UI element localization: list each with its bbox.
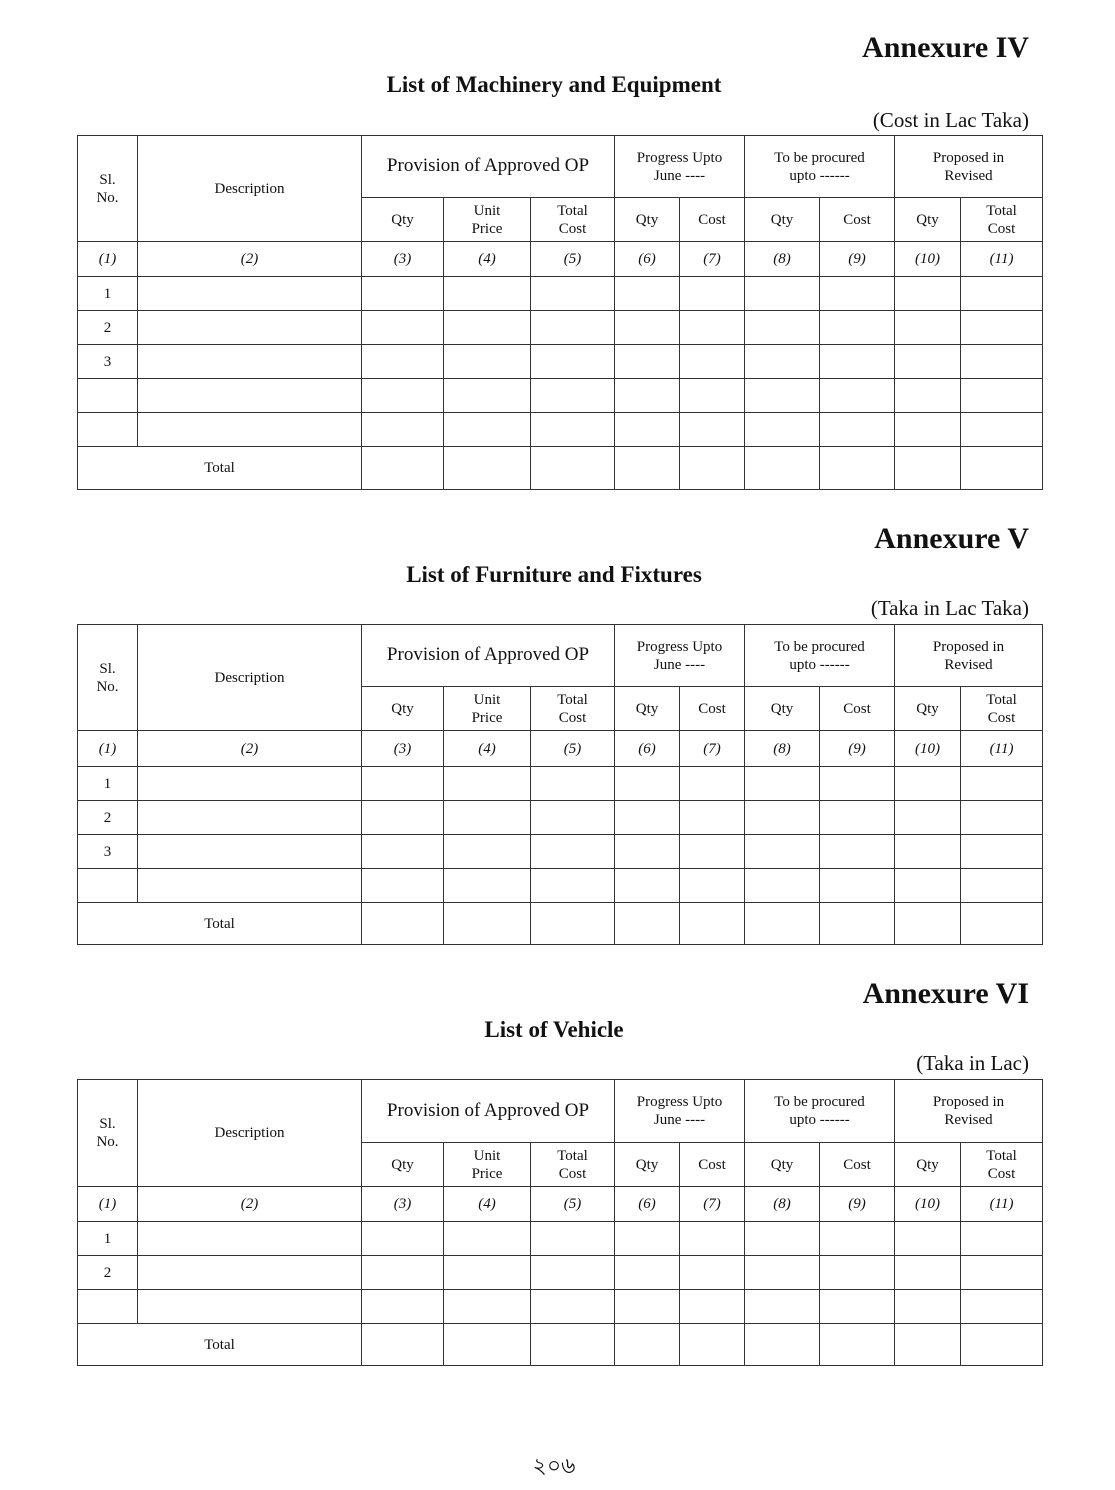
col-number: (3) bbox=[362, 731, 444, 767]
total-cell[interactable] bbox=[961, 447, 1043, 490]
header-cost: Cost bbox=[680, 1143, 745, 1187]
header-qty: Qty bbox=[615, 687, 680, 731]
column-number-row bbox=[78, 1187, 1043, 1222]
data-cell[interactable] bbox=[444, 413, 531, 447]
sl-cell bbox=[78, 379, 138, 413]
total-cell[interactable] bbox=[362, 903, 444, 945]
col-number: (6) bbox=[615, 242, 680, 277]
col-number: (7) bbox=[680, 731, 745, 767]
total-cell[interactable] bbox=[680, 447, 745, 490]
data-cell[interactable] bbox=[820, 835, 895, 869]
total-label: Total bbox=[78, 447, 362, 490]
data-cell[interactable] bbox=[895, 835, 961, 869]
header-progress: Progress Upto June ---- bbox=[615, 136, 745, 198]
table-row bbox=[78, 345, 1043, 379]
data-cell[interactable] bbox=[615, 413, 680, 447]
col-number: (11) bbox=[961, 1187, 1043, 1222]
header-sl-no: Sl. No. bbox=[78, 136, 138, 242]
description-cell[interactable] bbox=[138, 1256, 362, 1290]
data-cell[interactable] bbox=[444, 835, 531, 869]
col-number: (5) bbox=[531, 242, 615, 277]
data-cell[interactable] bbox=[444, 767, 531, 801]
data-cell[interactable] bbox=[362, 345, 444, 379]
data-cell[interactable] bbox=[895, 1222, 961, 1256]
data-cell[interactable] bbox=[680, 277, 745, 311]
data-cell[interactable] bbox=[615, 835, 680, 869]
table-row bbox=[78, 767, 1043, 801]
header-qty: Qty bbox=[745, 687, 820, 731]
total-cell[interactable] bbox=[961, 1324, 1043, 1366]
total-cell[interactable] bbox=[531, 1324, 615, 1366]
data-cell[interactable] bbox=[362, 1290, 444, 1324]
total-cell[interactable] bbox=[531, 447, 615, 490]
description-cell[interactable] bbox=[138, 1290, 362, 1324]
header-proposed-revised: Proposed in Revised bbox=[895, 1080, 1043, 1143]
data-cell[interactable] bbox=[362, 277, 444, 311]
total-cell[interactable] bbox=[615, 1324, 680, 1366]
col-number: (7) bbox=[680, 242, 745, 277]
header-total-cost: Total Cost bbox=[531, 687, 615, 731]
description-cell[interactable] bbox=[138, 869, 362, 903]
data-cell[interactable] bbox=[680, 1222, 745, 1256]
total-cell[interactable] bbox=[362, 447, 444, 490]
total-cell[interactable] bbox=[820, 903, 895, 945]
data-cell[interactable] bbox=[820, 1256, 895, 1290]
data-cell[interactable] bbox=[531, 801, 615, 835]
table-row bbox=[78, 869, 1043, 903]
sl-cell: 1 bbox=[78, 277, 138, 311]
col-number: (1) bbox=[78, 1187, 138, 1222]
data-cell[interactable] bbox=[745, 1290, 820, 1324]
total-cell[interactable] bbox=[444, 1324, 531, 1366]
data-cell[interactable] bbox=[895, 345, 961, 379]
table-row bbox=[78, 801, 1043, 835]
data-cell[interactable] bbox=[895, 311, 961, 345]
header-qty: Qty bbox=[362, 687, 444, 731]
col-number: (4) bbox=[444, 1187, 531, 1222]
data-cell[interactable] bbox=[615, 311, 680, 345]
data-cell[interactable] bbox=[745, 801, 820, 835]
data-cell[interactable] bbox=[961, 277, 1043, 311]
total-cell[interactable] bbox=[820, 1324, 895, 1366]
data-cell[interactable] bbox=[531, 1222, 615, 1256]
unit-note: (Taka in Lac) bbox=[916, 1051, 1029, 1075]
col-number: (8) bbox=[745, 731, 820, 767]
data-cell[interactable] bbox=[680, 379, 745, 413]
col-number: (2) bbox=[138, 242, 362, 277]
header-sl-no: Sl. No. bbox=[78, 1080, 138, 1187]
header-progress: Progress Upto June ---- bbox=[615, 1080, 745, 1143]
list-title: List of Machinery and Equipment bbox=[386, 72, 722, 97]
column-number-row bbox=[78, 731, 1043, 767]
data-cell[interactable] bbox=[820, 311, 895, 345]
data-cell[interactable] bbox=[745, 869, 820, 903]
description-cell[interactable] bbox=[138, 801, 362, 835]
data-cell[interactable] bbox=[961, 1222, 1043, 1256]
data-cell[interactable] bbox=[820, 379, 895, 413]
data-cell[interactable] bbox=[961, 1256, 1043, 1290]
description-cell[interactable] bbox=[138, 311, 362, 345]
data-cell[interactable] bbox=[895, 767, 961, 801]
data-cell[interactable] bbox=[820, 277, 895, 311]
col-number: (8) bbox=[745, 242, 820, 277]
data-cell[interactable] bbox=[820, 869, 895, 903]
data-cell[interactable] bbox=[362, 801, 444, 835]
data-cell[interactable] bbox=[820, 801, 895, 835]
col-number: (4) bbox=[444, 731, 531, 767]
annexure-heading: Annexure VI bbox=[862, 977, 1029, 1010]
data-cell[interactable] bbox=[895, 869, 961, 903]
data-cell[interactable] bbox=[444, 1290, 531, 1324]
data-cell[interactable] bbox=[745, 835, 820, 869]
data-cell[interactable] bbox=[680, 801, 745, 835]
header-proposed-revised: Proposed in Revised bbox=[895, 136, 1043, 198]
data-cell[interactable] bbox=[615, 1290, 680, 1324]
sl-cell: 3 bbox=[78, 345, 138, 379]
data-cell[interactable] bbox=[444, 277, 531, 311]
col-number: (7) bbox=[680, 1187, 745, 1222]
data-cell[interactable] bbox=[895, 413, 961, 447]
total-label: Total bbox=[78, 1324, 362, 1366]
header-qty: Qty bbox=[615, 1143, 680, 1187]
data-cell[interactable] bbox=[680, 835, 745, 869]
header-sl-no: Sl. No. bbox=[78, 625, 138, 731]
sl-cell: 3 bbox=[78, 835, 138, 869]
data-cell[interactable] bbox=[615, 767, 680, 801]
table-row bbox=[78, 413, 1043, 447]
data-cell[interactable] bbox=[531, 311, 615, 345]
data-cell[interactable] bbox=[362, 767, 444, 801]
list-title: List of Vehicle bbox=[484, 1017, 624, 1042]
header-provision: Provision of Approved OP bbox=[362, 625, 615, 687]
col-number: (6) bbox=[615, 1187, 680, 1222]
data-cell[interactable] bbox=[362, 1256, 444, 1290]
col-number: (1) bbox=[78, 242, 138, 277]
total-cell[interactable] bbox=[362, 1324, 444, 1366]
machinery-table bbox=[77, 135, 1043, 490]
data-cell[interactable] bbox=[820, 413, 895, 447]
col-number: (8) bbox=[745, 1187, 820, 1222]
data-cell[interactable] bbox=[680, 311, 745, 345]
col-number: (4) bbox=[444, 242, 531, 277]
data-cell[interactable] bbox=[961, 869, 1043, 903]
data-cell[interactable] bbox=[745, 379, 820, 413]
unit-note: (Taka in Lac Taka) bbox=[870, 596, 1029, 620]
total-cell[interactable] bbox=[444, 447, 531, 490]
data-cell[interactable] bbox=[362, 413, 444, 447]
total-cell[interactable] bbox=[444, 903, 531, 945]
header-total-cost: Total Cost bbox=[961, 687, 1043, 731]
sl-cell: 1 bbox=[78, 1222, 138, 1256]
data-cell[interactable] bbox=[362, 379, 444, 413]
total-cell[interactable] bbox=[680, 903, 745, 945]
header-cost: Cost bbox=[820, 687, 895, 731]
col-number: (5) bbox=[531, 1187, 615, 1222]
total-cell[interactable] bbox=[895, 447, 961, 490]
header-unit-price: Unit Price bbox=[444, 1143, 531, 1187]
data-cell[interactable] bbox=[531, 277, 615, 311]
header-cost: Cost bbox=[680, 198, 745, 242]
description-cell[interactable] bbox=[138, 413, 362, 447]
total-row bbox=[78, 903, 1043, 945]
col-number: (2) bbox=[138, 731, 362, 767]
col-number: (10) bbox=[895, 1187, 961, 1222]
data-cell[interactable] bbox=[745, 413, 820, 447]
data-cell[interactable] bbox=[444, 1222, 531, 1256]
description-cell[interactable] bbox=[138, 1222, 362, 1256]
data-cell[interactable] bbox=[961, 311, 1043, 345]
list-title: List of Furniture and Fixtures bbox=[406, 562, 702, 587]
total-cell[interactable] bbox=[895, 903, 961, 945]
table-row bbox=[78, 277, 1043, 311]
header-total-cost: Total Cost bbox=[531, 198, 615, 242]
table-row bbox=[78, 311, 1043, 345]
data-cell[interactable] bbox=[745, 345, 820, 379]
data-cell[interactable] bbox=[961, 801, 1043, 835]
data-cell[interactable] bbox=[745, 277, 820, 311]
data-cell[interactable] bbox=[680, 345, 745, 379]
header-description: Description bbox=[138, 136, 362, 242]
col-number: (2) bbox=[138, 1187, 362, 1222]
header-qty: Qty bbox=[362, 1143, 444, 1187]
total-cell[interactable] bbox=[680, 1324, 745, 1366]
col-number: (10) bbox=[895, 731, 961, 767]
sl-cell bbox=[78, 869, 138, 903]
data-cell[interactable] bbox=[961, 767, 1043, 801]
data-cell[interactable] bbox=[961, 379, 1043, 413]
col-number: (5) bbox=[531, 731, 615, 767]
table-row bbox=[78, 379, 1043, 413]
data-cell[interactable] bbox=[531, 345, 615, 379]
table-row bbox=[78, 1290, 1043, 1324]
total-cell[interactable] bbox=[615, 447, 680, 490]
col-number: (1) bbox=[78, 731, 138, 767]
total-row bbox=[78, 447, 1043, 490]
data-cell[interactable] bbox=[745, 767, 820, 801]
sl-cell: 2 bbox=[78, 1256, 138, 1290]
header-unit-price: Unit Price bbox=[444, 687, 531, 731]
header-description: Description bbox=[138, 625, 362, 731]
header-qty: Qty bbox=[895, 687, 961, 731]
data-cell[interactable] bbox=[444, 379, 531, 413]
header-cost: Cost bbox=[820, 198, 895, 242]
description-cell[interactable] bbox=[138, 277, 362, 311]
column-number-row bbox=[78, 242, 1043, 277]
total-cell[interactable] bbox=[820, 447, 895, 490]
header-to-be-procured: To be procured upto ------ bbox=[745, 625, 895, 687]
data-cell[interactable] bbox=[680, 413, 745, 447]
data-cell[interactable] bbox=[961, 345, 1043, 379]
annexure-heading: Annexure V bbox=[874, 522, 1029, 555]
data-cell[interactable] bbox=[820, 1222, 895, 1256]
col-number: (9) bbox=[820, 242, 895, 277]
data-cell[interactable] bbox=[531, 869, 615, 903]
data-cell[interactable] bbox=[615, 277, 680, 311]
data-cell[interactable] bbox=[745, 1222, 820, 1256]
unit-note: (Cost in Lac Taka) bbox=[872, 108, 1029, 132]
total-row bbox=[78, 1324, 1043, 1366]
sl-cell: 2 bbox=[78, 801, 138, 835]
data-cell[interactable] bbox=[615, 1222, 680, 1256]
data-cell[interactable] bbox=[820, 1290, 895, 1324]
header-progress: Progress Upto June ---- bbox=[615, 625, 745, 687]
data-cell[interactable] bbox=[680, 869, 745, 903]
header-qty: Qty bbox=[745, 1143, 820, 1187]
data-cell[interactable] bbox=[444, 345, 531, 379]
data-cell[interactable] bbox=[444, 311, 531, 345]
total-cell[interactable] bbox=[961, 903, 1043, 945]
data-cell[interactable] bbox=[961, 1290, 1043, 1324]
data-cell[interactable] bbox=[362, 869, 444, 903]
data-cell[interactable] bbox=[615, 345, 680, 379]
data-cell[interactable] bbox=[961, 835, 1043, 869]
description-cell[interactable] bbox=[138, 767, 362, 801]
header-proposed-revised: Proposed in Revised bbox=[895, 625, 1043, 687]
data-cell[interactable] bbox=[362, 311, 444, 345]
data-cell[interactable] bbox=[615, 379, 680, 413]
data-cell[interactable] bbox=[531, 835, 615, 869]
header-to-be-procured: To be procured upto ------ bbox=[745, 1080, 895, 1143]
header-provision: Provision of Approved OP bbox=[362, 1080, 615, 1143]
header-qty: Qty bbox=[362, 198, 444, 242]
col-number: (10) bbox=[895, 242, 961, 277]
data-cell[interactable] bbox=[895, 379, 961, 413]
header-qty: Qty bbox=[745, 198, 820, 242]
data-cell[interactable] bbox=[531, 1256, 615, 1290]
header-cost: Cost bbox=[680, 687, 745, 731]
header-unit-price: Unit Price bbox=[444, 198, 531, 242]
header-cost: Cost bbox=[820, 1143, 895, 1187]
data-cell[interactable] bbox=[362, 835, 444, 869]
data-cell[interactable] bbox=[820, 345, 895, 379]
data-cell[interactable] bbox=[615, 1256, 680, 1290]
data-cell[interactable] bbox=[444, 869, 531, 903]
header-provision: Provision of Approved OP bbox=[362, 136, 615, 198]
data-cell[interactable] bbox=[444, 1256, 531, 1290]
data-cell[interactable] bbox=[680, 1256, 745, 1290]
data-cell[interactable] bbox=[745, 1256, 820, 1290]
table-row bbox=[78, 1256, 1043, 1290]
header-qty: Qty bbox=[895, 1143, 961, 1187]
header-total-cost: Total Cost bbox=[961, 198, 1043, 242]
total-cell[interactable] bbox=[895, 1324, 961, 1366]
sl-cell: 1 bbox=[78, 767, 138, 801]
description-cell[interactable] bbox=[138, 835, 362, 869]
data-cell[interactable] bbox=[895, 1290, 961, 1324]
total-cell[interactable] bbox=[531, 903, 615, 945]
table-row bbox=[78, 835, 1043, 869]
data-cell[interactable] bbox=[531, 767, 615, 801]
data-cell[interactable] bbox=[895, 801, 961, 835]
data-cell[interactable] bbox=[895, 1256, 961, 1290]
total-label: Total bbox=[78, 903, 362, 945]
data-cell[interactable] bbox=[745, 311, 820, 345]
page-number: ২০৬ bbox=[532, 1454, 576, 1479]
col-number: (6) bbox=[615, 731, 680, 767]
data-cell[interactable] bbox=[531, 413, 615, 447]
header-to-be-procured: To be procured upto ------ bbox=[745, 136, 895, 198]
col-number: (9) bbox=[820, 731, 895, 767]
description-cell[interactable] bbox=[138, 379, 362, 413]
sl-cell: 2 bbox=[78, 311, 138, 345]
col-number: (3) bbox=[362, 242, 444, 277]
header-qty: Qty bbox=[615, 198, 680, 242]
col-number: (3) bbox=[362, 1187, 444, 1222]
data-cell[interactable] bbox=[444, 801, 531, 835]
data-cell[interactable] bbox=[820, 767, 895, 801]
furniture-table bbox=[77, 624, 1043, 945]
annexure-heading: Annexure IV bbox=[862, 31, 1029, 64]
sl-cell bbox=[78, 413, 138, 447]
col-number: (9) bbox=[820, 1187, 895, 1222]
data-cell[interactable] bbox=[531, 379, 615, 413]
data-cell[interactable] bbox=[680, 1290, 745, 1324]
data-cell[interactable] bbox=[615, 801, 680, 835]
table-row bbox=[78, 1222, 1043, 1256]
header-description: Description bbox=[138, 1080, 362, 1187]
header-total-cost: Total Cost bbox=[961, 1143, 1043, 1187]
data-cell[interactable] bbox=[680, 767, 745, 801]
total-cell[interactable] bbox=[615, 903, 680, 945]
total-cell[interactable] bbox=[745, 447, 820, 490]
col-number: (11) bbox=[961, 242, 1043, 277]
header-qty: Qty bbox=[895, 198, 961, 242]
description-cell[interactable] bbox=[138, 345, 362, 379]
data-cell[interactable] bbox=[961, 413, 1043, 447]
data-cell[interactable] bbox=[531, 1290, 615, 1324]
header-total-cost: Total Cost bbox=[531, 1143, 615, 1187]
total-cell[interactable] bbox=[745, 1324, 820, 1366]
data-cell[interactable] bbox=[362, 1222, 444, 1256]
vehicle-table bbox=[77, 1079, 1043, 1366]
data-cell[interactable] bbox=[895, 277, 961, 311]
total-cell[interactable] bbox=[745, 903, 820, 945]
sl-cell bbox=[78, 1290, 138, 1324]
data-cell[interactable] bbox=[615, 869, 680, 903]
col-number: (11) bbox=[961, 731, 1043, 767]
